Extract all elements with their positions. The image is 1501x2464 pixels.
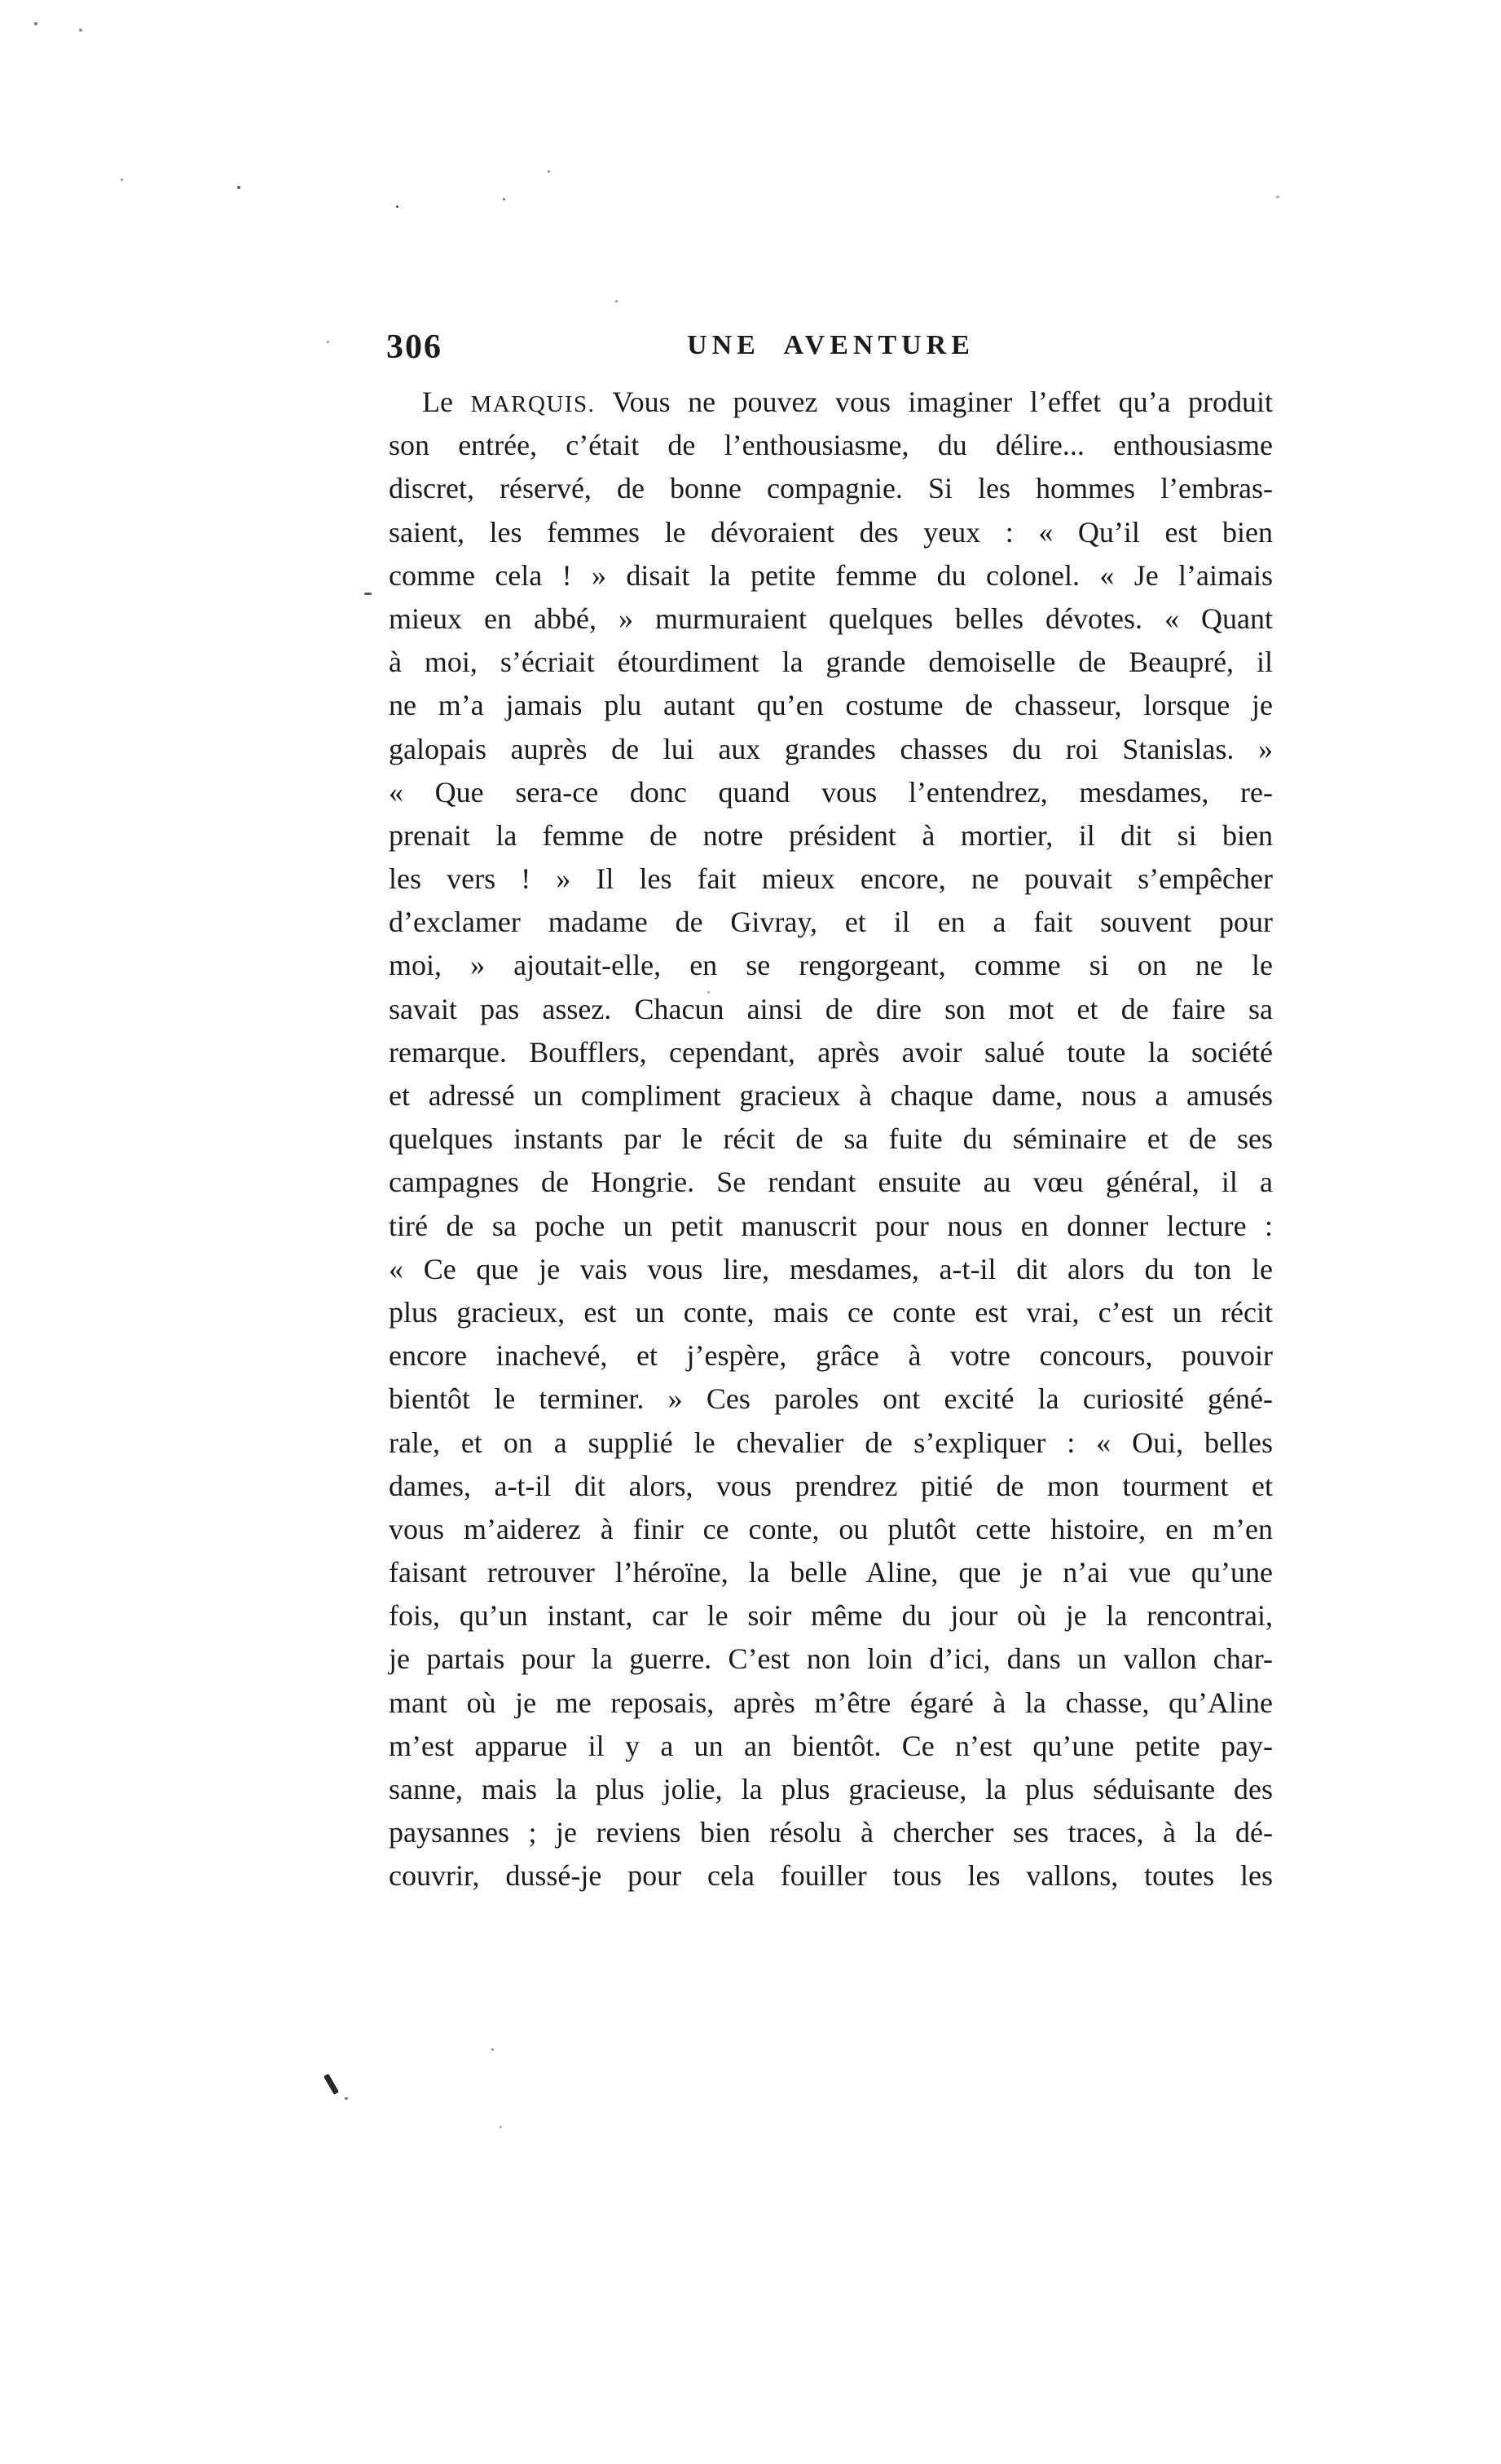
- text-line: tiré de sa poche un petit manuscrit pour nous en donner lecture :: [389, 1209, 1273, 1242]
- text-line: remarque. Boufflers, cependant, après avoir salué toute la société: [389, 1035, 1273, 1069]
- scan-speck: [548, 170, 550, 173]
- text-line: sanne, mais la plus jolie, la plus gracieuse, la plus séduisante des: [389, 1773, 1273, 1805]
- scan-speck: [34, 22, 37, 25]
- text-line: son entrée, c’était de l’enthousiasme, du délire... enthousiasme: [389, 429, 1273, 462]
- scan-speck: [396, 205, 398, 208]
- text-line: prenait la femme de notre président à mortier, il dit si bien: [389, 818, 1273, 852]
- text-run: Le: [422, 386, 471, 418]
- text-line: galopais auprès de lui aux grandes chasses du roi Stanislas. »: [389, 732, 1273, 765]
- scan-speck: [615, 300, 618, 302]
- text-block: [389, 381, 1273, 1898]
- scan-speck: [500, 2126, 502, 2128]
- text-line: les vers ! » Il les fait mieux encore, ne pouvait s’empêcher: [389, 862, 1273, 896]
- speaker-name: MARQUIS.: [470, 391, 596, 417]
- text-line: moi, » ajoutait-elle, en se rengorgeant, comme si on ne le: [389, 949, 1273, 982]
- text-line: bientôt le terminer. » Ces paroles ont excité la curiosité géné-: [389, 1382, 1273, 1416]
- text-line: savait pas assez. Chacun ainsi de dire son mot et de faire sa: [389, 992, 1273, 1025]
- text-line: faisant retrouver l’héroïne, la belle Aline, que je n’ai vue qu’une: [389, 1556, 1273, 1589]
- text-line: campagnes de Hongrie. Se rendant ensuite au vœu général, il a: [389, 1166, 1273, 1199]
- scan-dash: [364, 593, 372, 595]
- text-line: dames, a-t-il dit alors, vous prendrez pitié de mon tourment et: [389, 1469, 1273, 1502]
- scan-speck: [345, 2097, 348, 2100]
- scan-speck: [707, 991, 710, 994]
- scan-speck: [121, 179, 123, 181]
- text-run: Vous ne pouvez vous imaginer l’effet qu’a produit: [595, 386, 1273, 418]
- text-line: quelques instants par le récit de sa fuite du séminaire et de ses: [389, 1122, 1273, 1156]
- text-line: mieux en abbé, » murmuraient quelques belles dévotes. « Quant: [389, 602, 1273, 635]
- text-line: et adressé un compliment gracieux à chaque dame, nous a amusés: [389, 1079, 1273, 1112]
- text-line: plus gracieux, est un conte, mais ce conte est vrai, c’est un récit: [389, 1295, 1273, 1329]
- text-line: [389, 381, 1273, 424]
- scan-speck: [503, 198, 505, 201]
- text-line: vous m’aiderez à finir ce conte, ou plutôt cette histoire, en m’en: [389, 1512, 1273, 1545]
- text-line: saient, les femmes le dévoraient des yeux : « Qu’il est bien: [389, 515, 1273, 549]
- text-line: « Que sera-ce donc quand vous l’entendrez, mesdames, re-: [389, 775, 1273, 809]
- scan-speck: [1276, 196, 1279, 198]
- scan-speck: [327, 341, 329, 343]
- text-line: « Ce que je vais vous lire, mesdames, a-t-il dit alors du ton le: [389, 1252, 1273, 1285]
- scan-ink-stroke: [324, 2074, 339, 2095]
- text-line: m’est apparue il y a un an bientôt. Ce n’est qu’une petite pay-: [389, 1729, 1273, 1762]
- text-line: encore inachevé, et j’espère, grâce à votre concours, pouvoir: [389, 1339, 1273, 1373]
- text-line: ne m’a jamais plu autant qu’en costume de chasseur, lorsque je: [389, 689, 1273, 722]
- scan-speck: [491, 2048, 494, 2051]
- page-number: 306: [386, 328, 442, 366]
- text-line: fois, qu’un instant, car le soir même du jour où je la rencontrai,: [389, 1599, 1273, 1633]
- text-line: mant où je me reposais, après m’être égaré à la chasse, qu’Aline: [389, 1686, 1273, 1719]
- text-line: rale, et on a supplié le chevalier de s’expliquer : « Oui, belles: [389, 1426, 1273, 1459]
- scan-speck: [237, 186, 240, 189]
- scan-speck: [79, 29, 82, 32]
- text-line: couvrir, dussé-je pour cela fouiller tous les vallons, toutes les: [389, 1859, 1273, 1893]
- text-line: discret, réservé, de bonne compagnie. Si les hommes l’embras-: [389, 472, 1273, 505]
- text-line: d’exclamer madame de Givray, et il en a fait souvent pour: [389, 906, 1273, 939]
- text-line: paysannes ; je reviens bien résolu à chercher ses traces, à la dé-: [389, 1816, 1273, 1849]
- text-line: je partais pour la guerre. C’est non loin d’ici, dans un vallon char-: [389, 1642, 1273, 1676]
- text-line: comme cela ! » disait la petite femme du colonel. « Je l’aimais: [389, 558, 1273, 592]
- running-title: UNE AVENTURE: [687, 330, 975, 360]
- text-line: à moi, s’écriait étourdiment la grande demoiselle de Beaupré, il: [389, 646, 1273, 679]
